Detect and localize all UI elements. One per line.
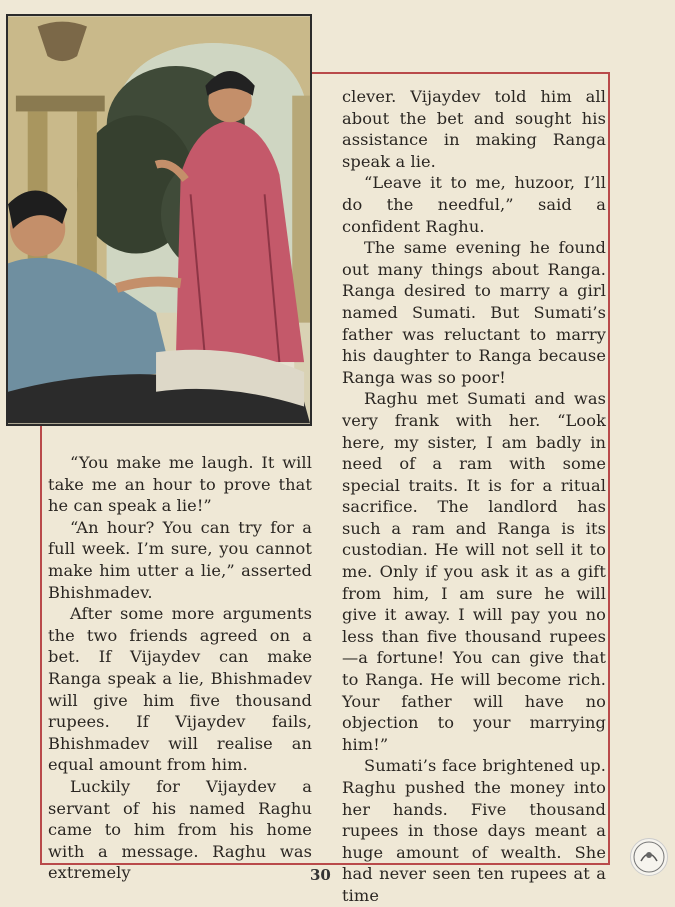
paragraph: Sumati’s face brightened up. Raghu pushed the money into her hands. Five thousand rupees in those days meant a huge amount of wealth. She had never seen ten rupees at a time xyxy=(342,756,606,905)
paragraph: clever. Vijaydev told him all about the bet and sought his assistance in making Ranga speak a lie. xyxy=(342,87,606,171)
two-men-conversation-illustration xyxy=(8,16,310,424)
library-stamp-icon xyxy=(630,838,668,876)
right-text-column xyxy=(342,86,606,907)
story-illustration xyxy=(6,14,312,426)
paragraph: “An hour? You can try for a full week. I’m sure, you cannot make him utter a lie,” asserted Bhishmadev. xyxy=(48,517,312,602)
paragraph: The same evening he found out many things about Ranga. Ranga desired to marry a girl named Sumati. But Sumati’s father was reluctant to marry his daughter to Ranga because Ranga was so poor! xyxy=(342,238,606,387)
left-text-column xyxy=(48,452,312,884)
paragraph: “Leave it to me, huzoor, I’ll do the needful,” said a confident Raghu. xyxy=(342,173,606,236)
page-number: 30 xyxy=(310,866,331,884)
paragraph: After some more arguments the two friends agreed on a bet. If Vijaydev can make Ranga speak a lie, Bhishmadev will give him five thousand rupees. If Vijaydev fails, Bhishmadev will realise an equal amount from him. xyxy=(48,604,312,775)
paragraph: Luckily for Vijaydev a servant of his named Raghu came to him from his home with a message. Raghu was extremely xyxy=(48,776,312,883)
paragraph: Raghu met Sumati and was very frank with her. “Look here, my sister, I am badly in need of a ram with some special traits. It is for a ritual sacrifice. The landlord has such a ram and Ranga is its custodian. He will not sell it to me. Only if you ask it as a gift from him, I am sure he will give it away. I will pay you no less than five thousand rupees—a fortune! You can give that to Ranga. He will become rich. Your father will have no objection to your marrying him!” xyxy=(342,389,606,754)
paragraph: “You make me laugh. It will take me an hour to prove that he can speak a lie!” xyxy=(48,453,312,516)
